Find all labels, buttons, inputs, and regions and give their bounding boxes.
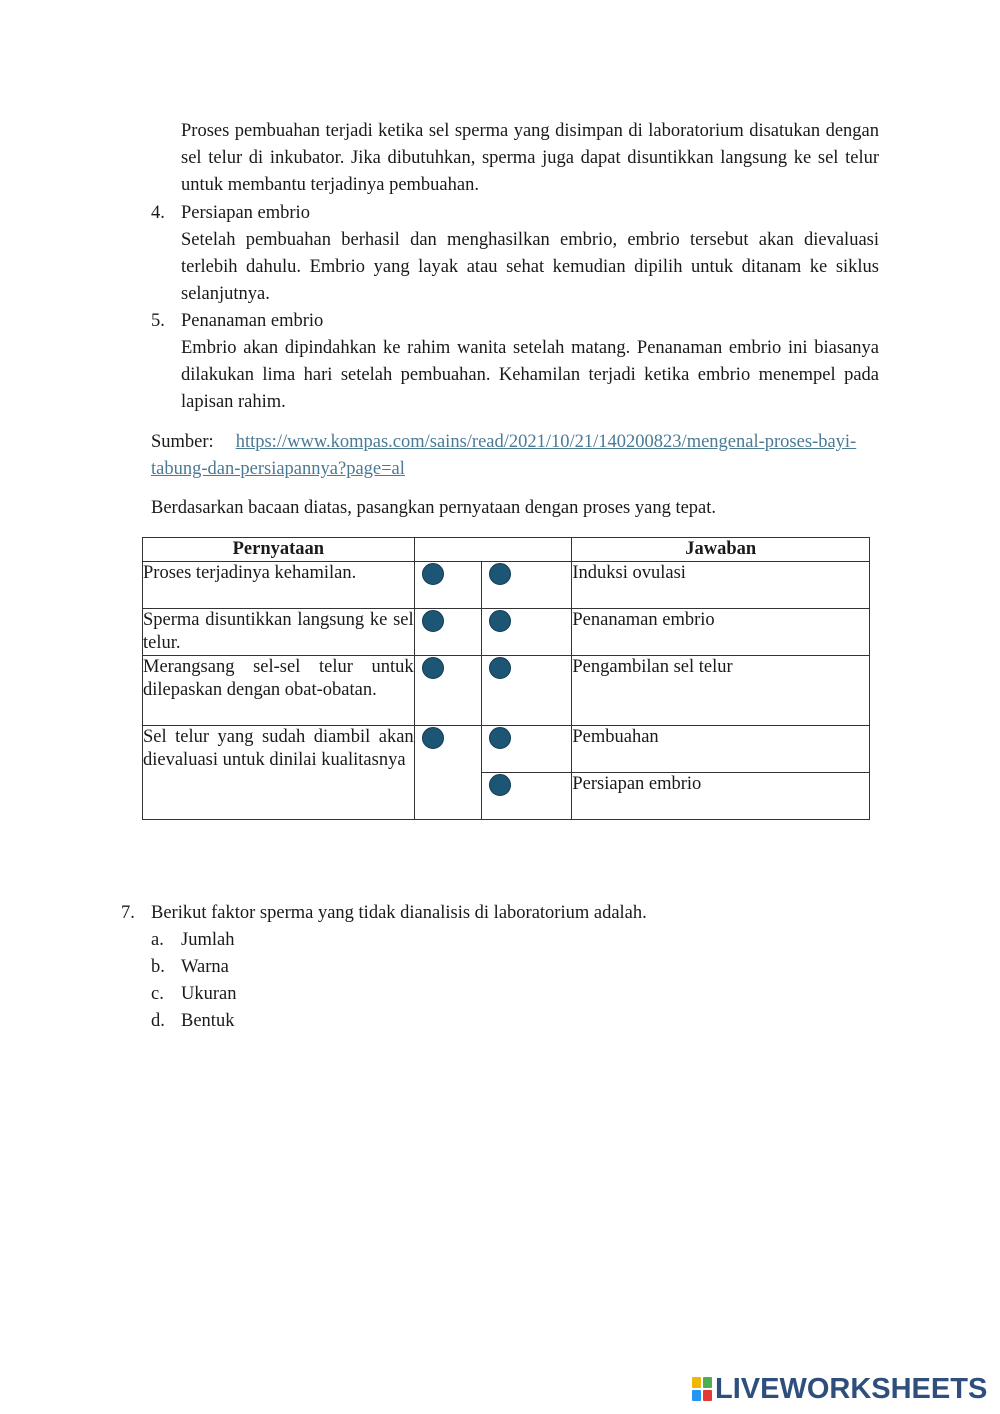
liveworksheets-logo-icon [692,1377,712,1401]
source-link[interactable]: https://www.kompas.com/sains/read/2021/10/21/140200823/mengenal-proses-bayi-tabung-dan-persiapannya?page=al [151,432,857,479]
dot-cell-right [481,726,572,773]
dot-cell-left [414,609,481,656]
answer-1-dot[interactable] [489,563,511,585]
header-jawaban: Jawaban [572,538,870,562]
question-7 [121,900,647,927]
option-a[interactable] [151,927,236,954]
question-7-text: Berikut faktor sperma yang tidak dianalisis di laboratorium adalah. [151,903,647,923]
answer-4-dot[interactable] [489,727,511,749]
statement-3: Merangsang sel-sel telur untuk dilepaskan dengan obat-obatan. [143,656,415,726]
dot-cell-right [481,562,572,609]
answer-5-dot[interactable] [489,774,511,796]
step-5-number: 5. [151,311,165,331]
answer-1: Induksi ovulasi [572,562,870,609]
option-c[interactable] [151,981,236,1008]
answer-5: Persiapan embrio [572,773,870,820]
step-4-title-text: Persiapan embrio [181,203,310,223]
step-4-text: Setelah pembuahan berhasil dan menghasilkan embrio, embrio tersebut akan dievaluasi terlebih dahulu. Embrio yang layak atau sehat kemudian dipilih untuk ditanam ke siklus selanjutnya. [181,230,879,304]
liveworksheets-logo-text: LIVEWORKSHEETS [715,1372,988,1405]
option-a-text: Jumlah [181,930,235,950]
table-row [143,656,870,726]
step-5-title-text: Penanaman embrio [181,311,324,331]
option-d-letter: d. [151,1011,165,1031]
step-5-text: Embrio akan dipindahkan ke rahim wanita setelah matang. Penanaman embrio ini biasanya dilakukan lima hari setelah pembuahan. Kehamilan terjadi ketika embrio menempel pada lapisan rahim. [181,338,879,412]
answer-4: Pembuahan [572,726,870,773]
statement-1: Proses terjadinya kehamilan. [143,562,415,609]
answer-3: Pengambilan sel telur [572,656,870,726]
dot-cell-right [481,773,572,820]
answer-2-dot[interactable] [489,610,511,632]
dot-cell-right [481,609,572,656]
dot-cell-left [414,726,481,820]
statement-3-dot[interactable] [422,657,444,679]
liveworksheets-logo [692,1374,987,1404]
table-row [143,609,870,656]
table-row [143,562,870,609]
header-blank [414,538,572,562]
option-b-text: Warna [181,957,229,977]
statement-4: Sel telur yang sudah diambil akan dievaluasi untuk dinilai kualitasnya [143,726,415,820]
option-b[interactable] [151,954,236,981]
table-header-row [143,538,870,562]
statement-1-dot[interactable] [422,563,444,585]
option-a-letter: a. [151,930,164,950]
answer-3-dot[interactable] [489,657,511,679]
step-4-number: 4. [151,203,165,223]
statement-4-dot[interactable] [422,727,444,749]
intro-paragraph: Proses pembuahan terjadi ketika sel sperma yang disimpan di laboratorium disatukan dengan sel telur di inkubator. Jika dibutuhkan, sperma juga dapat disuntikkan langsung ke sel telur untuk membantu terjadinya pembuahan. [181,121,879,195]
question-7-number: 7. [121,903,135,923]
source-citation [151,429,879,483]
step-4-title [151,200,310,227]
dot-cell-right [481,656,572,726]
option-d[interactable] [151,1008,236,1035]
header-pernyataan: Pernyataan [143,538,415,562]
answer-2: Penanaman embrio [572,609,870,656]
matching-table [142,537,870,820]
source-label: Sumber: [151,432,214,452]
dot-cell-left [414,656,481,726]
dot-cell-left [414,562,481,609]
option-c-letter: c. [151,984,164,1004]
option-d-text: Bentuk [181,1011,235,1031]
option-b-letter: b. [151,957,165,977]
table-row [143,726,870,773]
matching-instruction: Berdasarkan bacaan diatas, pasangkan pernyataan dengan proses yang tepat. [151,498,717,518]
statement-2: Sperma disuntikkan langsung ke sel telur. [143,609,415,656]
option-c-text: Ukuran [181,984,237,1004]
question-7-options [151,927,236,1035]
step-5-title [151,308,324,335]
statement-2-dot[interactable] [422,610,444,632]
